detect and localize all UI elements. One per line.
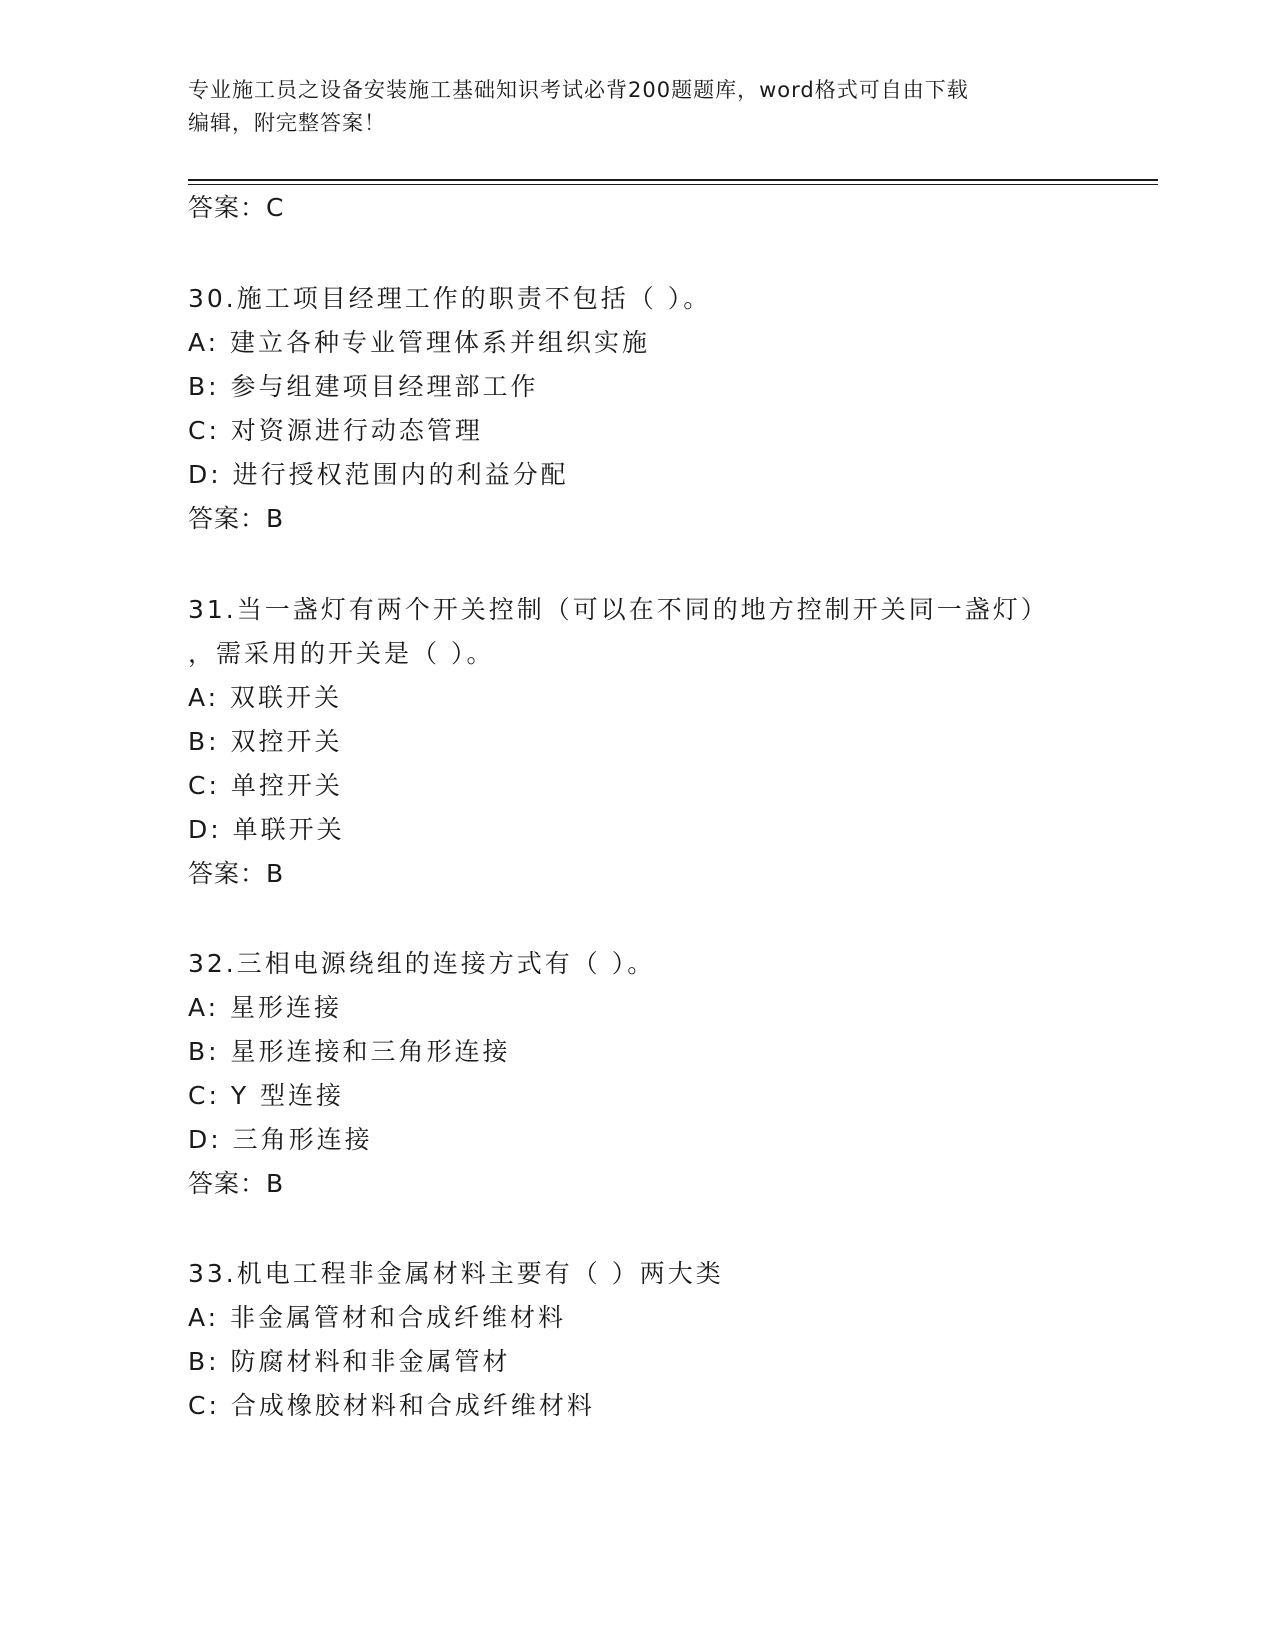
option-a: A: 非金属管材和合成纤维材料 — [188, 1303, 567, 1332]
header-line-2: 编辑，附完整答案！ — [188, 111, 386, 135]
option-b: B: 防腐材料和非金属管材 — [188, 1347, 511, 1376]
header-divider-thick — [188, 179, 1158, 181]
option-a: A: 星形连接 — [188, 993, 343, 1022]
option-c: C: 单控开关 — [188, 771, 343, 800]
option-a: A: 双联开关 — [188, 683, 343, 712]
option-d: D: 进行授权范围内的利益分配 — [188, 460, 569, 489]
answer-line: 答案：B — [188, 504, 285, 533]
option-d: D: 三角形连接 — [188, 1125, 373, 1154]
header-line-1: 专业施工员之设备安装施工基础知识考试必背200题题库，word格式可自由下载 — [188, 78, 969, 102]
option-c: C: 对资源进行动态管理 — [188, 416, 483, 445]
option-c: C: Y 型连接 — [188, 1081, 345, 1110]
question-stem: 33.机电工程非金属材料主要有（ ）两大类 — [188, 1259, 724, 1288]
question-stem-continued: ，需采用的开关是（ ）。 — [188, 639, 495, 668]
option-c: C: 合成橡胶材料和合成纤维材料 — [188, 1391, 595, 1420]
option-b: B: 星形连接和三角形连接 — [188, 1037, 511, 1066]
answer-line: 答案：C — [188, 193, 285, 222]
header-divider-thin — [188, 184, 1158, 185]
question-stem: 31.当一盏灯有两个开关控制（可以在不同的地方控制开关同一盏灯） — [188, 595, 1049, 624]
option-b: B: 双控开关 — [188, 727, 343, 756]
answer-line: 答案：B — [188, 859, 285, 888]
answer-line: 答案：B — [188, 1169, 285, 1198]
question-stem: 32.三相电源绕组的连接方式有（ ）。 — [188, 949, 656, 978]
option-a: A: 建立各种专业管理体系并组织实施 — [188, 328, 651, 357]
option-d: D: 单联开关 — [188, 815, 345, 844]
option-b: B: 参与组建项目经理部工作 — [188, 372, 539, 401]
document-header — [188, 74, 1068, 140]
question-stem: 30.施工项目经理工作的职责不包括（ ）。 — [188, 284, 712, 313]
